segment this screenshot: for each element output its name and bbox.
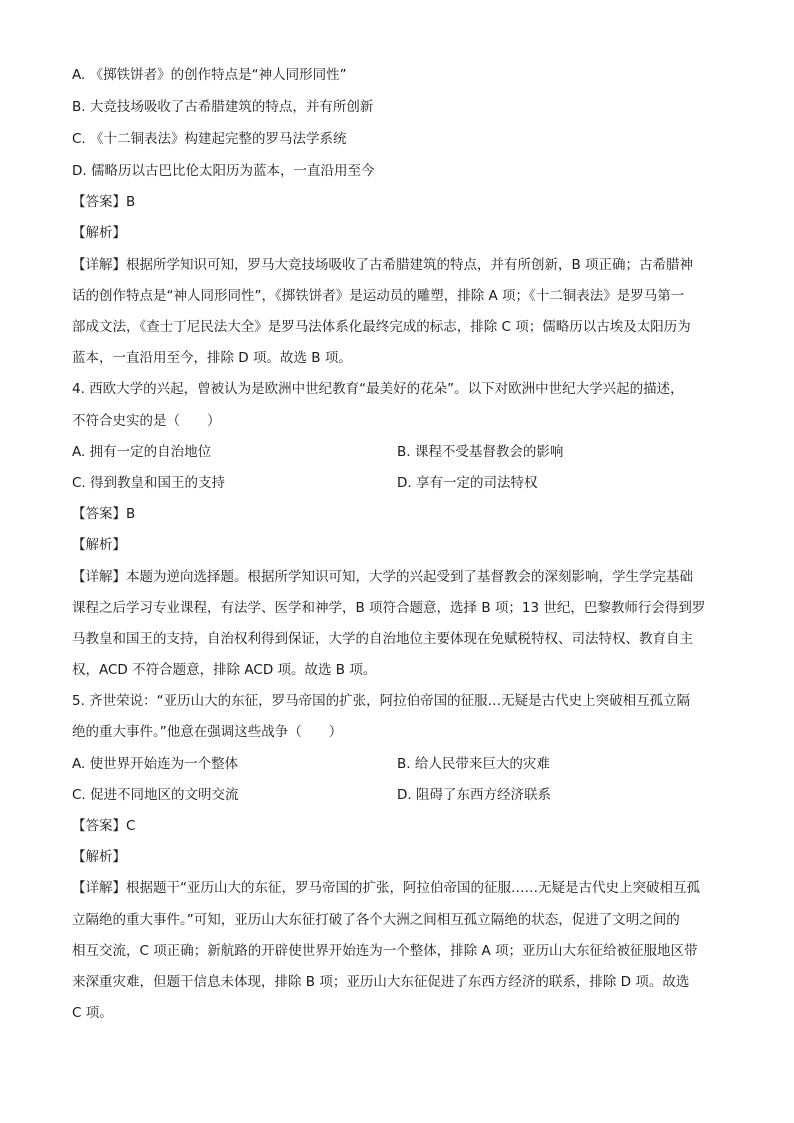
q5-answer: 【答案】C bbox=[72, 818, 136, 834]
q5-detail-line: C 项。 bbox=[72, 1005, 113, 1021]
q4-detail-line: 权，ACD 不符合题意，排除 ACD 项。故选 B 项。 bbox=[72, 662, 377, 678]
detail-line: 部成文法，《查士丁尼民法大全》是罗马法体系化最终完成的标志，排除 C 项；儒略历以古埃及太阳历为 bbox=[72, 319, 691, 335]
option-a: A. 《掷铁饼者》的创作特点是“神人同形同性” bbox=[72, 67, 347, 83]
q5-analysis-heading: 【解析】 bbox=[72, 849, 126, 865]
answer: 【答案】B bbox=[72, 194, 136, 210]
q4-detail-line: 课程之后学习专业课程，有法学、医学和神学，B 项符合题意，选择 B 项；13 世纪，巴黎教师行会得到罗 bbox=[72, 600, 706, 616]
q5-detail-line: 来深重灾难，但题干信息未体现，排除 B 项；亚历山大东征促进了东西方经济的联系，排除 D 项。故选 bbox=[72, 974, 690, 990]
q4-option-c: C. 得到教皇和国王的支持 bbox=[72, 475, 226, 491]
question-4-line: 4. 西欧大学的兴起，曾被认为是欧洲中世纪教育“最美好的花朵”。以下对欧洲中世纪大学兴起的描述， bbox=[72, 381, 684, 397]
q5-detail-line: 立隔绝的重大事件。”可知，亚历山大东征打破了各个大洲之间相互孤立隔绝的状态，促进了文明之间的 bbox=[72, 912, 680, 928]
option-c: C. 《十二铜表法》构建起完整的罗马法学系统 bbox=[72, 131, 347, 147]
analysis-heading: 【解析】 bbox=[72, 225, 126, 241]
detail-line: 话的创作特点是“神人同形同性”，《掷铁饼者》是运动员的雕塑，排除 A 项；《十二铜表法》是罗马第一 bbox=[72, 288, 685, 304]
q4-detail-line: 马教皇和国王的支持，自治权利得到保证，大学的自治地位主要体现在免赋税特权、司法特权、教育自主 bbox=[72, 631, 693, 647]
option-b: B. 大竞技场吸收了古希腊建筑的特点，并有所创新 bbox=[72, 99, 374, 115]
detail-line: 【详解】根据所学知识可知，罗马大竞技场吸收了古希腊建筑的特点，并有所创新，B 项正确；古希腊神 bbox=[72, 257, 694, 273]
q5-detail-line: 相互交流，C 项正确；新航路的开辟使世界开始连为一个整体，排除 A 项；亚历山大东征给被征服地区带 bbox=[72, 943, 698, 959]
q4-option-a: A. 拥有一定的自治地位 bbox=[72, 444, 212, 460]
question-4-line: 不符合史实的是（ ） bbox=[72, 413, 221, 429]
q5-option-c: C. 促进不同地区的文明交流 bbox=[72, 787, 239, 803]
option-d: D. 儒略历以古巴比伦太阳历为蓝本，一直沿用至今 bbox=[72, 163, 375, 179]
q4-option-b: B. 课程不受基督教会的影响 bbox=[397, 444, 564, 460]
q4-answer: 【答案】B bbox=[72, 506, 136, 522]
q5-option-a: A. 使世界开始连为一个整体 bbox=[72, 756, 239, 772]
q4-option-d: D. 享有一定的司法特权 bbox=[397, 475, 538, 491]
question-5-line: 5. 齐世荣说：“亚历山大的东征，罗马帝国的扩张，阿拉伯帝国的征服…无疑是古代史上突破相互孤立隔 bbox=[72, 693, 691, 709]
question-5-line: 绝的重大事件。”他意在强调这些战争（ ） bbox=[72, 724, 343, 740]
q5-option-d: D. 阻碍了东西方经济联系 bbox=[397, 787, 551, 803]
q4-analysis-heading: 【解析】 bbox=[72, 537, 126, 553]
detail-line: 蓝本，一直沿用至今，排除 D 项。故选 B 项。 bbox=[72, 350, 352, 366]
q5-option-b: B. 给人民带来巨大的灾难 bbox=[397, 756, 550, 772]
q4-detail-line: 【详解】本题为逆向选择题。根据所学知识可知，大学的兴起受到了基督教会的深刻影响，学生学完基础 bbox=[72, 569, 693, 585]
q5-detail-line: 【详解】根据题干“亚历山大的东征，罗马帝国的扩张，阿拉伯帝国的征服……无疑是古代史上突破相互孤 bbox=[72, 880, 700, 896]
